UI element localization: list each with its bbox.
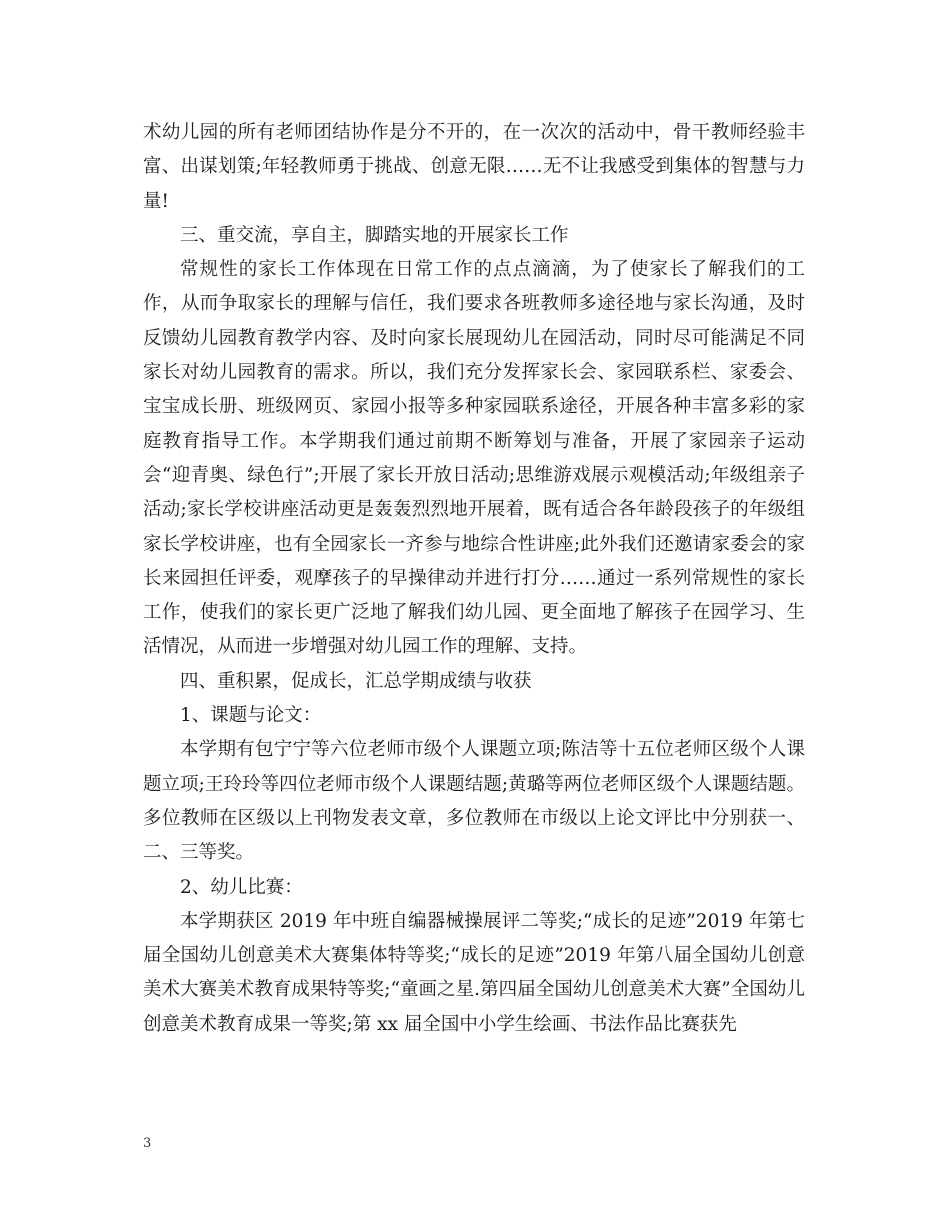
- paragraph-parent-work: 常规性的家长工作体现在日常工作的点点滴滴，为了使家长了解我们的工作，从而争取家长的理解与信任，我们要求各班教师多途径地与家长沟通，及时反馈幼儿园教育教学内容、及时向家长展现幼儿在园活动，同时尽可能满足不同家长对幼儿园教育的需求。所以，我们充分发挥家长会、家园联系栏、家委会、宝宝成长册、班级网页、家园小报等多种家园联系途径，开展各种丰富多彩的家庭教育指导工作。本学期我们通过前期不断筹划与准备，开展了家园亲子运动会“迎青奥、绿色行”;开展了家长开放日活动;思维游戏展示观模活动;年级组亲子活动;家长学校讲座活动更是轰轰烈烈地开展着，既有适合各年龄段孩子的年级组家长学校讲座，也有全园家长一齐参与地综合性讲座;此外我们还邀请家委会的家长来园担任评委，观摩孩子的早操律动并进行打分……通过一系列常规性的家长工作，使我们的家长更广泛地了解我们幼儿园、更全面地了解孩子在园学习、生活情况，从而进一步增强对幼儿园工作的理解、支持。: [143, 259, 805, 658]
- document-body: [143, 116, 805, 1042]
- paragraph-research: 本学期有包宁宁等六位老师市级个人课题立项;陈洁等十五位老师区级个人课题立项;王玲玲等四位老师市级个人课题结题;黄璐等两位老师区级个人课题结题。多位教师在区级以上刊物发表文章，多位教师在市级以上论文评比中分别获一、二、三等奖。: [143, 739, 805, 864]
- section-heading-4: 四、重积累，促成长，汇总学期成绩与收获: [180, 670, 532, 692]
- paragraph-continued: 术幼儿园的所有老师团结协作是分不开的，在一次次的活动中，骨干教师经验丰富、出谋划策;年轻教师勇于挑战、创意无限……无不让我感受到集体的智慧与力量!: [143, 122, 805, 212]
- subheading-competitions: 2、幼儿比赛：: [180, 876, 303, 898]
- subheading-research: 1、课题与论文：: [180, 705, 322, 727]
- page-number: 3: [143, 1136, 152, 1151]
- paragraph-competitions: 本学期获区 2019 年中班自编器械操展评二等奖;“成长的足迹”2019 年第七届全国幼儿创意美术大赛集体特等奖;“成长的足迹”2019 年第八届全国幼儿创意美术大赛美术教育成果特等奖;“童画之星.第四届全国幼儿创意美术大赛”全国幼儿创意美术教育成果一等奖;第 xx 届全国中小学生绘画、书法作品比赛获先: [143, 910, 805, 1035]
- section-heading-3: 三、重交流，享自主，脚踏实地的开展家长工作: [180, 224, 569, 246]
